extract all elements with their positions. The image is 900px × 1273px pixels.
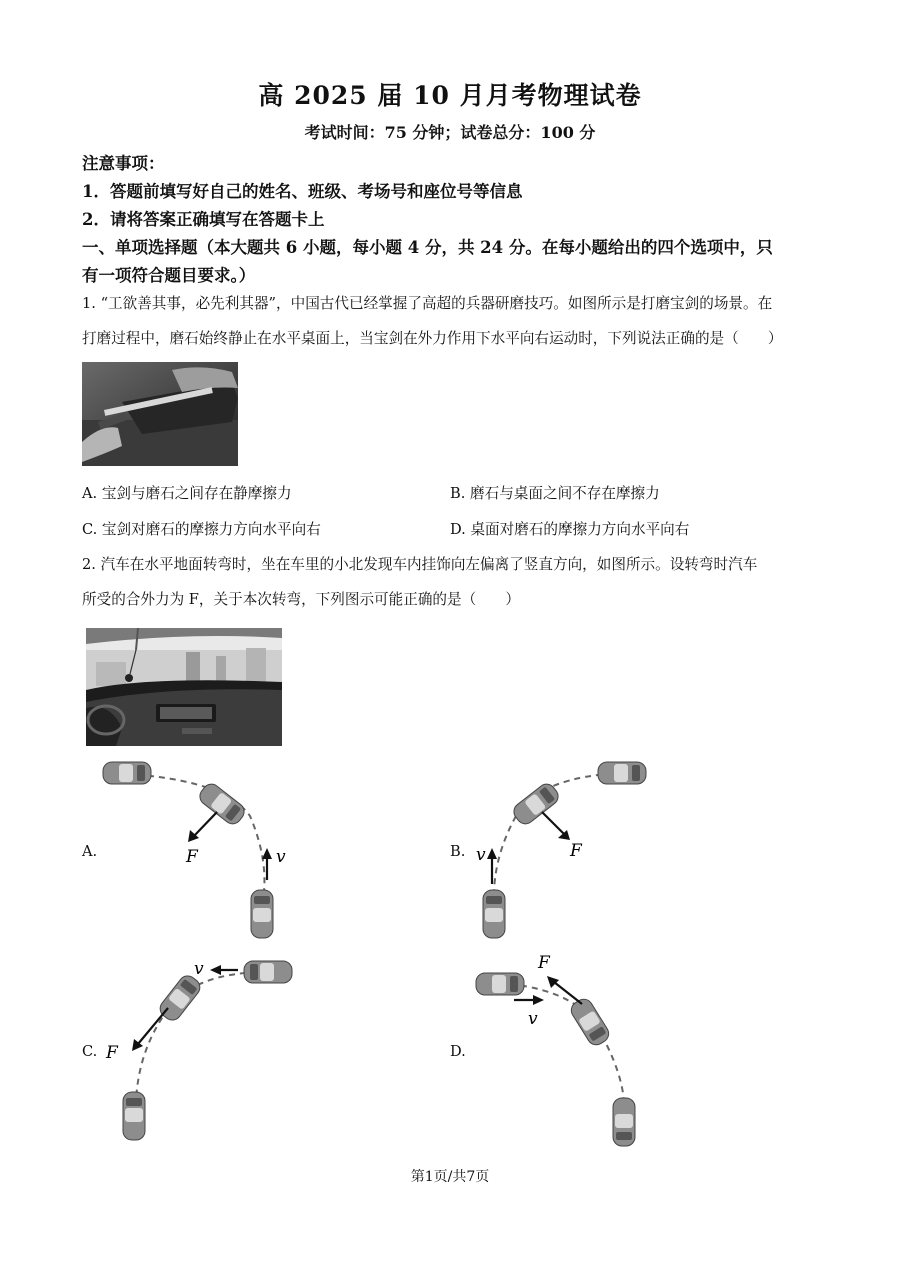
question-2-stem: 2. 汽车在水平地面转弯时，坐在车里的小北发现车内挂饰向左偏离了竖直方向，如图所示。设转弯时汽车: [82, 556, 758, 573]
question-1-stem-cont: 打磨过程中，磨石始终静止在水平桌面上，当宝剑在外力作用下水平向右运动时，下列说法正确的是（ ）: [82, 330, 783, 347]
diagram-b-label: B.: [450, 843, 466, 860]
car-icon: [251, 890, 273, 938]
option-b: B. 磨石与桌面之间不存在摩擦力: [450, 485, 660, 502]
diagram-d-label: D.: [450, 1043, 466, 1060]
section-heading: 一、单项选择题（本大题共 6 小题，每小题 4 分，共 24 分。在每小题给出的四个选项中，只: [82, 238, 773, 257]
option-d: D. 桌面对磨石的摩擦力方向水平向右: [450, 521, 690, 538]
car-icon: [476, 973, 524, 995]
car-icon: [103, 762, 151, 784]
car-icon: [598, 762, 646, 784]
car-icon: [510, 781, 561, 828]
velocity-label: v: [476, 845, 486, 865]
force-label: F: [570, 841, 582, 861]
diagram-c-label: C.: [82, 1043, 98, 1060]
velocity-label: v: [194, 959, 204, 979]
note-item: 1．答题前填写好自己的姓名、班级、考场号和座位号等信息: [82, 182, 523, 201]
car-interior-photo: [86, 628, 282, 746]
section-heading-cont: 有一项符合题目要求。）: [82, 266, 256, 285]
page-number: 第1页/共7页: [410, 1169, 490, 1185]
car-icon: [483, 890, 505, 938]
question-2-stem-cont: 所受的合外力为 F，关于本次转弯，下列图示可能正确的是（ ）: [82, 591, 520, 608]
car-icon: [157, 972, 204, 1023]
diagram-b: [450, 756, 710, 946]
car-icon: [196, 781, 247, 828]
option-a: A. 宝剑与磨石之间存在静摩擦力: [82, 485, 292, 502]
car-icon: [568, 996, 612, 1048]
velocity-label: v: [528, 1009, 538, 1029]
diagram-a-label: A.: [82, 843, 98, 860]
note-item: 2．请将答案正确填写在答题卡上: [82, 210, 325, 229]
car-icon: [244, 961, 292, 983]
force-label: F: [186, 847, 198, 867]
exam-info: 考试时间：75 分钟；试卷总分：100 分: [304, 123, 596, 142]
question-1-stem: 1. “工欲善其事，必先利其器”，中国古代已经掌握了高超的兵器研磨技巧。如图所示是打磨宝剑的场景。在: [82, 295, 773, 312]
page-title: 高 2025 届 10 月月考物理试卷: [258, 81, 642, 110]
diagram-c: [82, 952, 342, 1152]
diagram-a: [82, 756, 342, 946]
notes-heading: 注意事项：: [82, 154, 165, 173]
sword-sharpening-photo: [82, 362, 238, 466]
force-label: F: [538, 953, 550, 973]
velocity-label: v: [276, 847, 286, 867]
car-icon: [613, 1098, 635, 1146]
diagram-d: [450, 952, 710, 1152]
force-label: F: [106, 1043, 118, 1063]
car-icon: [123, 1092, 145, 1140]
option-c: C. 宝剑对磨石的摩擦力方向水平向右: [82, 521, 321, 538]
